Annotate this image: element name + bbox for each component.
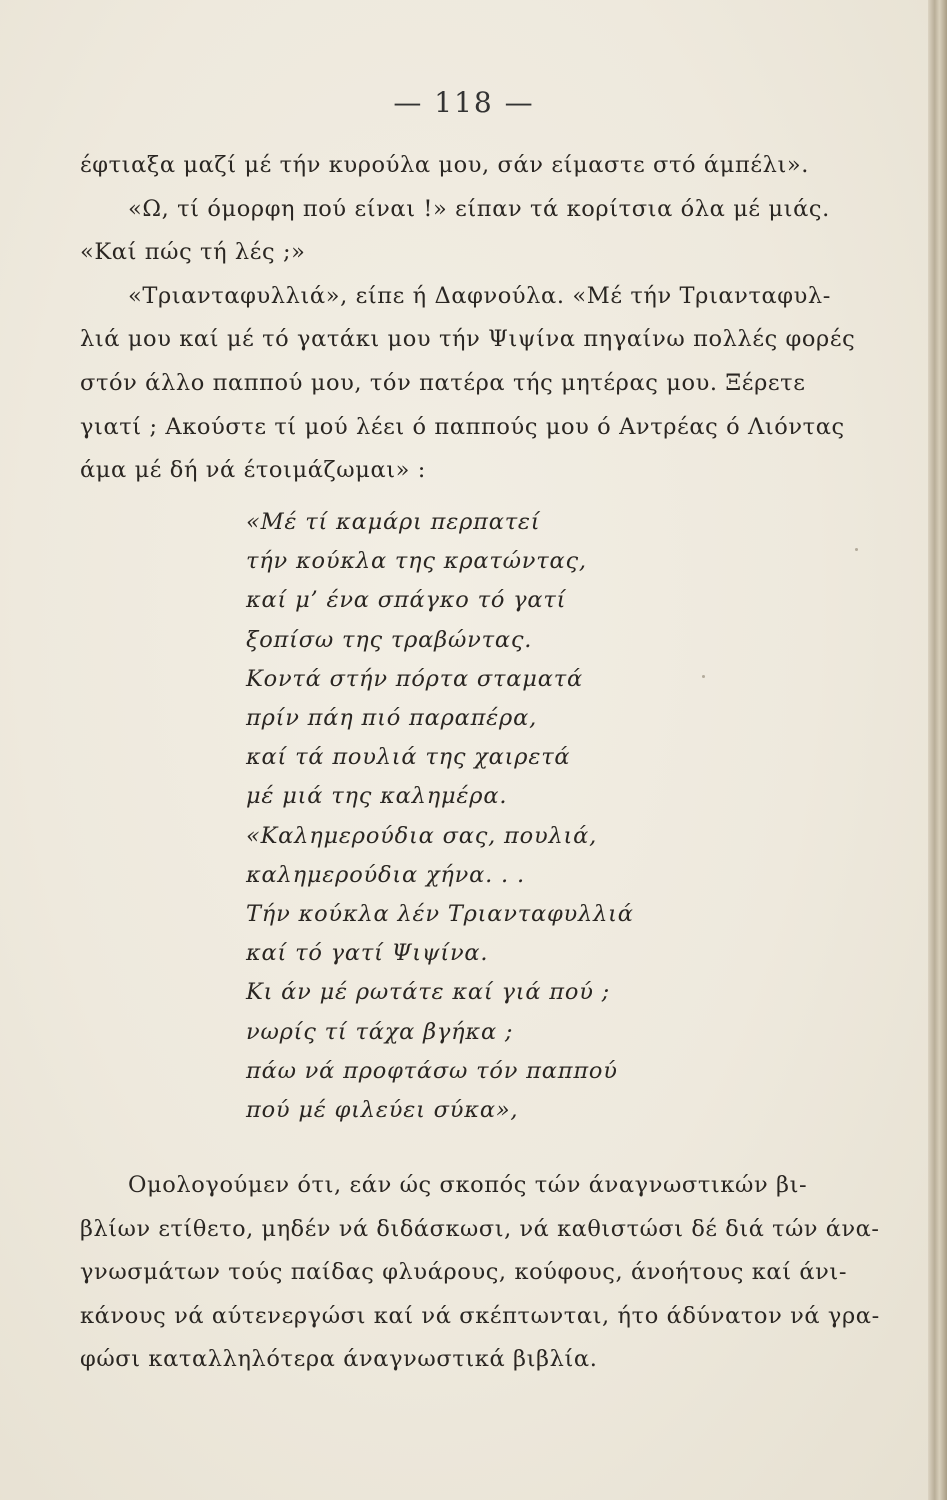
paper-speck (702, 675, 705, 678)
prose-line: στόν άλλο παππού μου, τόν πατέρα τής μητέρας μου. Ξέρετε (80, 369, 806, 396)
verse-line: μέ μιά της καλημέρα. (246, 783, 508, 810)
prose-line: βλίων ετίθετο, μηδέν νά διδάσκωσι, νά καθιστώσι δέ διά τών άνα- (80, 1215, 880, 1242)
verse-line: καλημερούδια χήνα. . . (246, 861, 525, 888)
verse-line: Κι άν μέ ρωτάτε καί γιά πού ; (246, 979, 611, 1006)
paper-speck (250, 475, 253, 478)
prose-bottom (80, 1164, 880, 1382)
verse-line: Κοντά στήν πόρτα σταματά (246, 665, 583, 692)
prose-line: γιατί ; Ακούστε τί μού λέει ό παππούς μου ό Αντρέας ό Λιόντας (80, 413, 845, 440)
prose-line: έφτιαξα μαζί μέ τήν κυρούλα μου, σάν είμαστε στό άμπέλι». (80, 152, 809, 178)
prose-line: φώσι καταλληλότερα άναγνωστικά βιβλία. (80, 1346, 598, 1373)
prose-line: Ομολογούμεν ότι, εάν ώς σκοπός τών άναγνωστικών βι- (128, 1172, 808, 1198)
prose-line: άμα μέ δή νά έτοιμάζωμαι» : (80, 457, 426, 484)
verse-line: πρίν πάη πιό παραπέρα, (246, 705, 538, 732)
verse-line: πού μέ φιλεύει σύκα», (246, 1097, 519, 1124)
prose-top (80, 144, 880, 493)
prose-line: λιά μου καί μέ τό γατάκι μου τήν Ψιψίνα πηγαίνω πολλές φορές (80, 326, 856, 353)
prose-line: κάνους νά αύτενεργώσι καί νά σκέπτωνται, ήτο άδύνατον νά γρα- (80, 1302, 880, 1329)
prose-line: «Καί πώς τή λές ;» (80, 239, 306, 266)
prose-line: «Ω, τί όμορφη πού είναι !» είπαν τά κορίτσια όλα μέ μιάς. (128, 195, 830, 222)
prose-line: γνωσμάτων τούς παίδας φλυάρους, κούφους, άνοήτους καί άνι- (80, 1259, 848, 1286)
page-edge (928, 0, 947, 1500)
verse-line: τήν κούκλα της κρατώντας, (246, 548, 587, 575)
verse-poem (246, 503, 634, 1130)
verse-line: καί τό γατί Ψιψίνα. (246, 940, 489, 967)
verse-line: Τήν κούκλα λέν Τριανταφυλλιά (246, 901, 634, 928)
verse-line: «Μέ τί καμάρι περπατεί (246, 509, 541, 535)
verse-line: νωρίς τί τάχα βγήκα ; (246, 1018, 514, 1045)
verse-line: καί μ’ ένα σπάγκο τό γατί (246, 587, 567, 614)
page-number: — 118 — (393, 86, 535, 119)
verse-line: «Καλημερούδια σας, πουλιά, (246, 822, 598, 849)
verse-line: ξοπίσω της τραβώντας. (246, 626, 533, 653)
paper-speck (855, 548, 858, 551)
verse-line: καί τά πουλιά της χαιρετά (246, 744, 571, 771)
verse-line: πάω νά προφτάσω τόν παππού (246, 1057, 618, 1084)
prose-line: «Τριανταφυλλιά», είπε ή Δαφνούλα. «Μέ τήν Τριανταφυλ- (128, 282, 831, 309)
